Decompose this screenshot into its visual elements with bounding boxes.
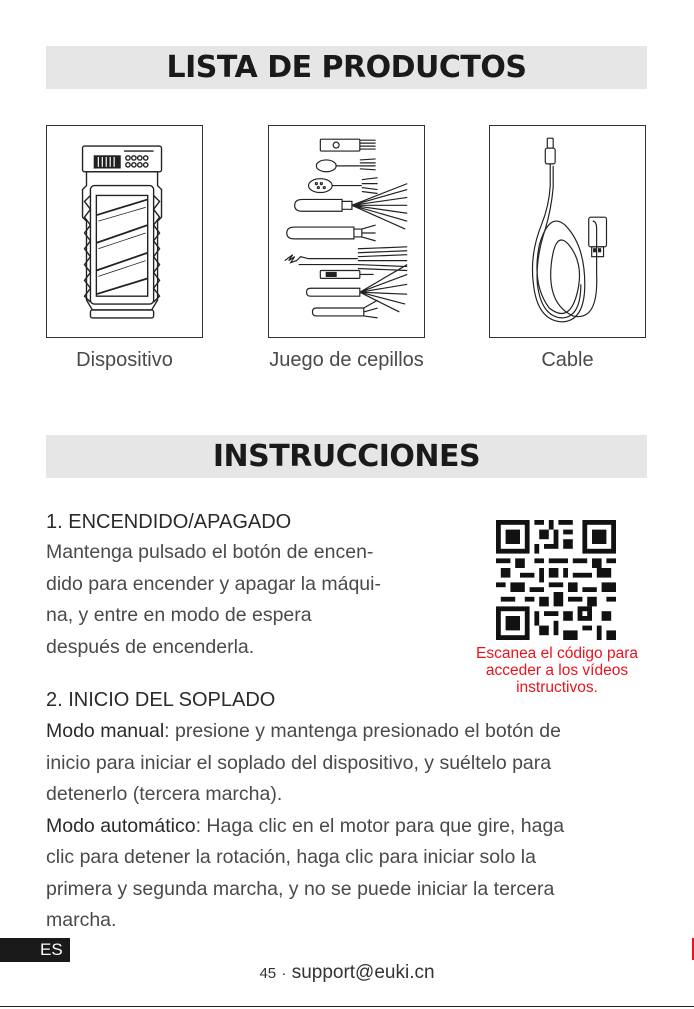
section-1-line: na, y entre en modo de espera: [46, 604, 312, 626]
language-tag: ES: [0, 938, 70, 962]
auto-mode-line: primera y segunda marcha, y no se puede iniciar la tercera: [46, 877, 555, 900]
manual-mode-text: : presione y mantenga presionado el botón de: [164, 720, 561, 742]
section-1-line: después de encenderla.: [46, 635, 255, 658]
footer-separator: ·: [281, 965, 287, 982]
manual-mode-label: Modo manual: [46, 720, 165, 742]
section-1-line: dido para encender y apagar la máqui-: [46, 572, 381, 595]
product-label-brushes: Juego de cepillos: [269, 349, 424, 371]
auto-mode-line: [46, 811, 564, 843]
manual-mode-line: [46, 716, 564, 748]
product-cable-image: [489, 125, 646, 338]
page-number: 45: [259, 965, 277, 982]
auto-mode-line: clic para detener la rotación, haga clic para iniciar solo la: [46, 846, 536, 868]
qr-caption-line: acceder a los vídeos: [485, 662, 629, 679]
qr-caption-line: Escanea el código para: [475, 645, 638, 662]
auto-mode-line: marcha.: [46, 909, 117, 931]
manual-mode-line: inicio para iniciar el soplado del dispositivo, y suéltelo para: [46, 751, 552, 774]
section-1-line: Mantenga pulsado el botón de encen-: [46, 541, 374, 563]
section-1-heading: 1. ENCENDIDO/APAGADO: [46, 511, 292, 533]
section-2-body: [46, 716, 564, 937]
product-label-device: Dispositivo: [76, 349, 173, 371]
product-brushes-image: [268, 125, 425, 338]
qr-caption: [462, 645, 652, 696]
instructions-title: INSTRUCCIONES: [46, 435, 647, 478]
brush-set-icon: [269, 126, 424, 337]
product-device-image: [46, 125, 203, 338]
manual-mode-line: detenerlo (tercera marcha).: [46, 783, 283, 805]
auto-mode-text: : Haga clic en el motor para que gire, haga: [195, 814, 565, 837]
auto-mode-label: Modo automático: [46, 814, 196, 837]
product-label-cable: Cable: [541, 349, 594, 371]
blower-device-icon: [47, 126, 202, 337]
products-title: LISTA DE PRODUCTOS: [46, 46, 647, 89]
qr-caption-line: instructivos.: [516, 679, 598, 696]
section-1-body: [46, 537, 381, 663]
qr-code-icon[interactable]: [496, 520, 616, 640]
bottom-border: [0, 1006, 694, 1007]
support-email-link[interactable]: support@euki.cn: [291, 962, 435, 983]
section-2-heading: 2. INICIO DEL SOPLADO: [46, 689, 276, 711]
usb-cable-icon: [490, 126, 645, 337]
page-footer: [0, 962, 694, 984]
